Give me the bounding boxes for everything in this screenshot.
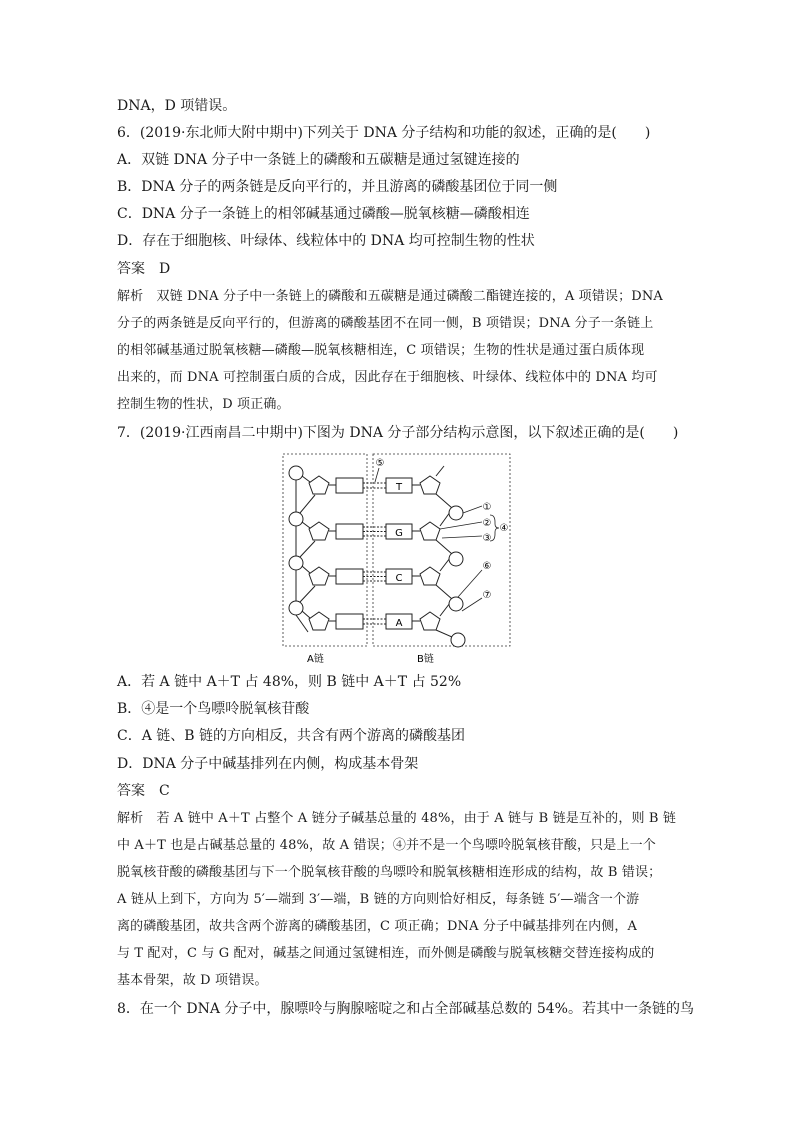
question-7-option-b: B．④是一个鸟嘌呤脱氧核苷酸 xyxy=(117,701,310,717)
question-7-explanation: A 链从上到下，方向为 5′—端到 3′—端，B 链的方向则恰好相反，每条链 5′—端含一个游 xyxy=(117,892,640,907)
question-6-explanation: 出来的，而 DNA 可控制蛋白质的合成，因此存在于细胞核、叶绿体、线粒体中的 DNA 均可 xyxy=(117,370,658,385)
question-7-answer: 答案 C xyxy=(117,783,170,799)
sugar-a2 xyxy=(309,522,329,540)
phosphate-a2 xyxy=(289,512,303,526)
question-6-explanation: 分子的两条链是反向平行的，但游离的磷酸基团不在同一侧，B 项错误；DNA 分子一条链上 xyxy=(117,316,654,331)
question-6-explanation: 解析 双链 DNA 分子中一条链上的磷酸和五碳糖是通过磷酸二酯键连接的，A 项错误；DNA xyxy=(117,289,663,304)
question-6-option-a: A．双链 DNA 分子中一条链上的磷酸和五碳糖是通过氢键连接的 xyxy=(117,152,520,168)
phosphate-b2 xyxy=(449,552,463,566)
text-line: DNA，D 项错误。 xyxy=(117,98,237,114)
question-7-explanation: 中 A＋T 也是占碱基总量的 48%，故 A 错误；④并不是一个鸟嘌呤脱氧核苷酸，只是上一个 xyxy=(117,838,656,853)
phosphate-a4 xyxy=(289,601,303,615)
question-7-explanation: 解析 若 A 链中 A＋T 占整个 A 链分子碱基总量的 48%，由于 A 链与 B 链是互补的，则 B 链 xyxy=(117,811,677,826)
question-6-explanation: 控制生物的性状，D 项正确。 xyxy=(117,397,290,412)
dna-diagram-svg xyxy=(282,452,512,666)
sugar-b4 xyxy=(420,612,440,630)
question-6-stem: 6．(2019·东北师大附中期中)下列关于 DNA 分子结构和功能的叙述，正确的是( ) xyxy=(117,125,651,141)
marker-2: ② xyxy=(482,518,492,529)
phosphate-b4 xyxy=(451,633,465,647)
chain-b-label: B链 xyxy=(417,654,434,665)
phosphate-b3 xyxy=(449,597,463,611)
marker-1: ① xyxy=(482,502,492,513)
marker-6: ⑥ xyxy=(482,561,492,572)
marker-3: ③ xyxy=(482,533,492,544)
question-7-option-c: C．A 链、B 链的方向相反，共含有两个游离的磷酸基团 xyxy=(117,728,466,744)
base-a1 xyxy=(336,478,363,493)
question-6-option-d: D．存在于细胞核、叶绿体、线粒体中的 DNA 均可控制生物的性状 xyxy=(117,233,535,249)
question-7-option-d: D．DNA 分子中碱基排列在内侧，构成基本骨架 xyxy=(117,756,419,772)
base-letter-t: T xyxy=(395,482,403,493)
question-6-answer: 答案 D xyxy=(117,261,171,277)
question-7-stem: 7．(2019·江西南昌二中期中)下图为 DNA 分子部分结构示意图，以下叙述正确的是( ) xyxy=(117,425,679,441)
dna-structure-diagram xyxy=(282,452,512,666)
question-6-explanation: 的相邻碱基通过脱氧核糖—磷酸—脱氧核糖相连，C 项错误；生物的性状是通过蛋白质体现 xyxy=(117,343,645,358)
sugar-b3 xyxy=(420,567,440,585)
question-6-option-c: C．DNA 分子一条链上的相邻碱基通过磷酸—脱氧核糖—磷酸相连 xyxy=(117,206,530,222)
hydrogen-bonds xyxy=(363,483,386,624)
sugar-a4 xyxy=(309,612,329,630)
base-letter-c: C xyxy=(395,573,403,584)
sugar-b2 xyxy=(420,522,440,540)
base-letter-a: A xyxy=(395,618,403,629)
sugar-b1 xyxy=(420,476,440,494)
marker-5: ⑤ xyxy=(375,458,385,469)
question-8-stem: 8．在一个 DNA 分子中，腺嘌呤与胸腺嘧啶之和占全部碱基总数的 54%。若其中一条链的鸟 xyxy=(117,1001,694,1017)
base-a2 xyxy=(336,524,363,539)
phosphate-a3 xyxy=(289,556,303,570)
question-7-explanation: 脱氧核苷酸的磷酸基团与下一个脱氧核苷酸的鸟嘌呤和脱氧核糖相连形成的结构，故 B 错误； xyxy=(117,865,662,880)
chain-a-label: A链 xyxy=(307,654,324,665)
base-letter-g: G xyxy=(395,528,403,539)
phosphate-a1 xyxy=(289,466,303,480)
base-a4 xyxy=(336,614,363,629)
phosphate-b1 xyxy=(449,506,463,520)
question-6-option-b: B．DNA 分子的两条链是反向平行的，并且游离的磷酸基团位于同一侧 xyxy=(117,179,558,195)
base-a3 xyxy=(336,569,363,584)
question-7-option-a: A．若 A 链中 A＋T 占 48%，则 B 链中 A＋T 占 52% xyxy=(117,674,462,690)
marker-7: ⑦ xyxy=(482,590,492,601)
question-7-explanation: 离的磷酸基团，故共含两个游离的磷酸基团，C 项正确；DNA 分子中碱基排列在内侧，A xyxy=(117,919,638,934)
sugar-a1 xyxy=(309,476,329,494)
sugar-a3 xyxy=(309,567,329,585)
question-7-explanation: 基本骨架，故 D 项错误。 xyxy=(117,973,268,988)
question-7-explanation: 与 T 配对，C 与 G 配对，碱基之间通过氢键相连，而外侧是磷酸与脱氧核糖交替连接构成的 xyxy=(117,946,655,961)
marker-4: ④ xyxy=(499,523,509,534)
